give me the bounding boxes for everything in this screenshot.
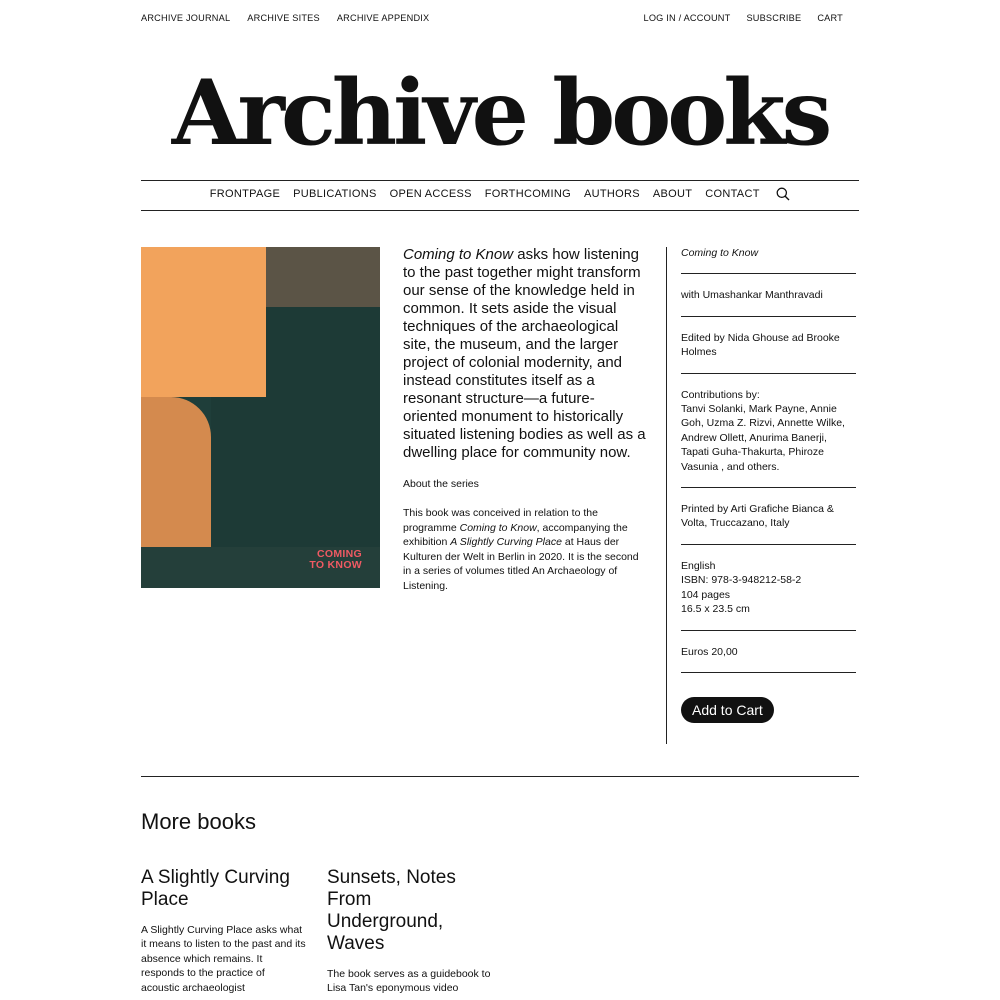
detail-title: Coming to Know	[681, 246, 856, 274]
detail-edited: Edited by Nida Ghouse ad Brooke Holmes	[681, 331, 856, 374]
column-divider	[666, 247, 667, 744]
nav-link-login[interactable]: LOG IN / ACCOUNT	[643, 13, 731, 23]
book-card-title[interactable]: Sunsets, Notes From Underground, Waves	[327, 867, 456, 954]
section-divider	[141, 776, 859, 777]
series-label: About the series	[403, 478, 479, 490]
book-card[interactable]	[327, 867, 492, 996]
series-text: This book was conceived in relation to the programme Coming to Know, accompanying the exhibition A Slightly Curving Place at Haus der Kulturen der Welt in Berlin in 2020. It is the second in a series of volumes titled An Archaeology of Listening.	[403, 507, 639, 592]
detail-with: with Umashankar Manthravadi	[681, 288, 856, 316]
description-lead: Coming to Know asks how listening to the past together might transform our sense of the knowledge held in common. It sets aside the visual techniques of the archaeological site, the museum, and the larger project of colonial modernity, and instead constitutes itself as a resonant structure—a future-oriented monument to historically situated listening bodies as well as a dwelling place for community now.	[403, 246, 646, 461]
nav-link-archive-journal[interactable]: ARCHIVE JOURNAL	[141, 13, 231, 23]
nav-divider-bottom	[141, 210, 859, 211]
nav-contact[interactable]: CONTACT	[705, 188, 760, 200]
detail-printed: Printed by Arti Grafiche Bianca & Volta, Truccazano, Italy	[681, 502, 856, 545]
nav-about[interactable]: ABOUT	[652, 188, 693, 200]
cover-title: COMING TO KNOW	[309, 548, 362, 571]
book-card-text: The book serves as a guidebook to Lisa Tan's eponymous video	[327, 968, 491, 995]
book-card[interactable]	[141, 867, 306, 995]
nav-link-archive-appendix[interactable]: ARCHIVE APPENDIX	[336, 13, 430, 23]
book-description	[403, 246, 648, 593]
book-card-title[interactable]: A Slightly Curving Place	[141, 867, 290, 910]
add-to-cart-button[interactable]: Add to Cart	[681, 697, 774, 723]
nav-link-archive-sites[interactable]: ARCHIVE SITES	[247, 13, 320, 23]
nav-frontpage[interactable]: FRONTPAGE	[209, 188, 281, 200]
nav-forthcoming[interactable]: FORTHCOMING	[484, 188, 571, 200]
nav-open-access[interactable]: OPEN ACCESS	[389, 188, 472, 200]
nav-authors[interactable]: AUTHORS	[583, 188, 640, 200]
nav-link-subscribe[interactable]: SUBSCRIBE	[746, 13, 802, 23]
detail-contributions: Contributions by: Tanvi Solanki, Mark Payne, Annie Goh, Uzma Z. Rizvi, Annette Wilke, Andrew Ollett, Anurima Banerji, Tapati Guha-Thakurta, Phiroze Vasunia , and others.	[681, 388, 856, 488]
top-nav-left	[141, 13, 446, 23]
main-nav	[141, 187, 859, 201]
site-logo[interactable]: Archive books	[171, 60, 829, 166]
book-card-text: A Slightly Curving Place asks what it means to listen to the past and its absence which remains. It responds to the practice of acoustic archaeologist	[141, 924, 306, 994]
top-nav-right	[628, 13, 843, 23]
search-icon[interactable]	[776, 187, 790, 201]
top-utility-nav	[141, 13, 859, 27]
nav-publications[interactable]: PUBLICATIONS	[293, 188, 377, 200]
detail-price: Euros 20,00	[681, 645, 856, 673]
detail-specs: English ISBN: 978-3-948212-58-2 104 pages 16.5 x 23.5 cm	[681, 559, 856, 631]
more-books-heading: More books	[141, 809, 256, 834]
book-details	[681, 246, 856, 723]
nav-link-cart[interactable]: CART	[817, 13, 843, 23]
book-cover-image	[141, 247, 380, 588]
nav-divider-top	[141, 180, 859, 181]
